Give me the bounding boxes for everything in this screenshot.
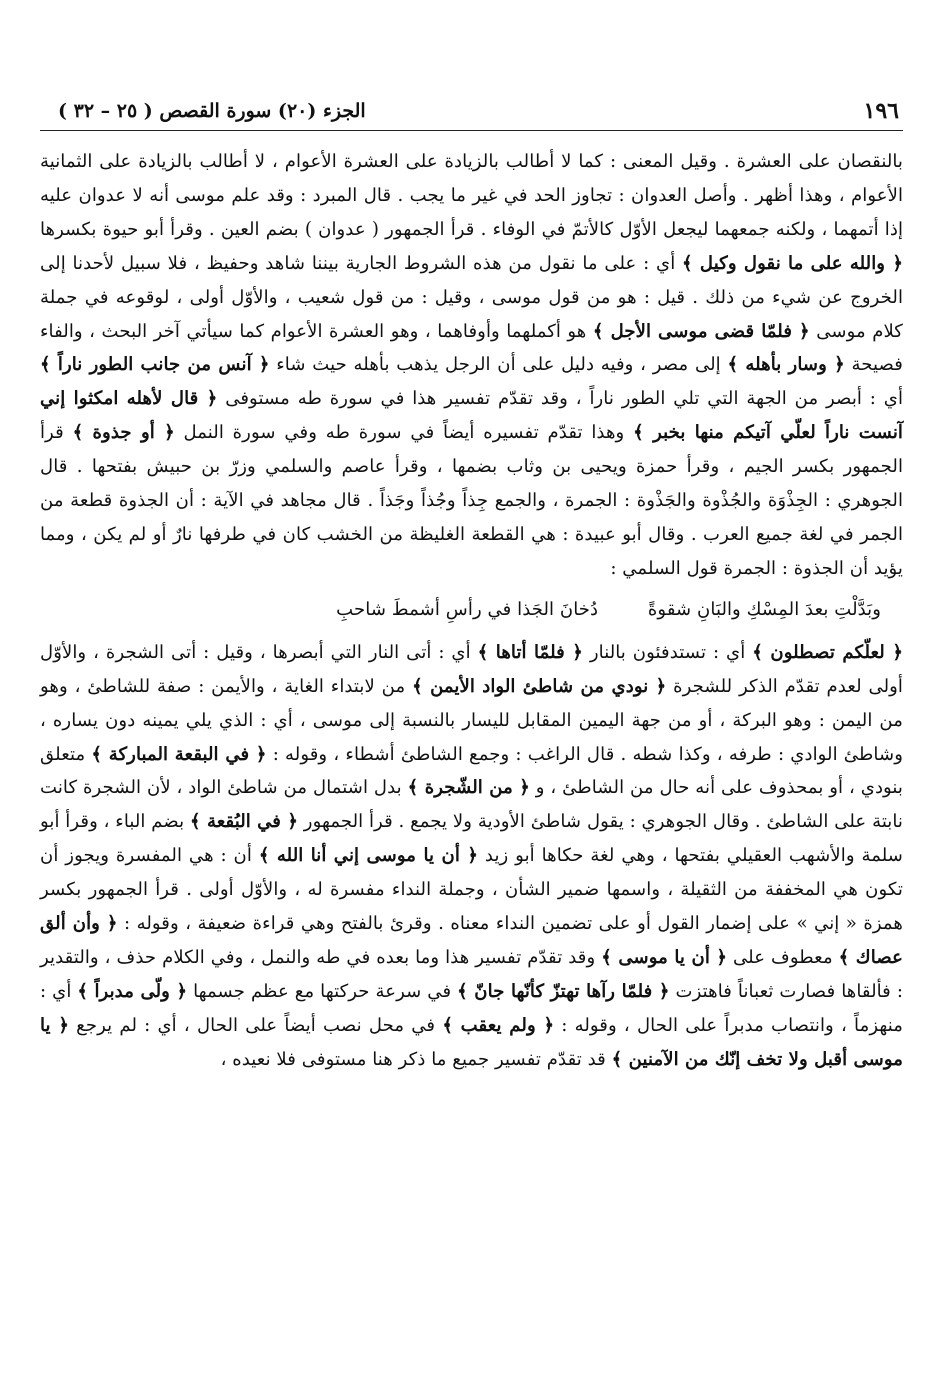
- page: [40, 96, 903, 1333]
- text: في محل نصب أيضاً على الحال ، أي : لم يرجع: [76, 1014, 436, 1036]
- text: وهذا تقدّم تفسيره أيضاً في سورة طه وفي سورة النمل: [183, 422, 625, 444]
- page-number: ١٩٦: [863, 98, 899, 124]
- text: في سرعة حركتها مع عظم جسمها: [193, 980, 452, 1002]
- text: قد تقدّم تفسير جميع ما ذكر هنا مستوفى فلا نعيده ،: [220, 1048, 606, 1070]
- text: متعلق بنودي ، أو بمحذوف على أنه حال من الشاطئ ، و: [40, 743, 903, 799]
- text: بضم الباء ، وقرأ أبو سلمة والأشهب العقيلي بفتحها ، وهي لغة حكاها أبو زيد: [40, 811, 904, 867]
- quran-quote: ﴿ أن يا موسى إني أنا الله ﴾: [258, 845, 479, 867]
- text: أي : منهزماً ، وانتصاب مدبراً على الحال ، وقوله :: [40, 980, 903, 1036]
- quran-quote: ﴿ وسار بأهله ﴾: [727, 354, 845, 376]
- quran-quote: ﴿ ولم يعقب ﴾: [442, 1014, 555, 1036]
- running-head: الجزء (٢٠) سورة القصص ( ٢٥ – ٣٢ ): [58, 100, 366, 122]
- paragraph-1: [40, 145, 903, 586]
- quran-quote: ﴿ فلمّا رآها تهتزّ كأنّها جانّ ﴾: [457, 980, 670, 1002]
- text: وقد تقدّم تفسير هذا وما بعده في طه والنمل ، وفي الكلام حذف ، والتقدير : فألقاها فصارت ثعباناً فاهتزت: [40, 946, 903, 1002]
- text: بالنقصان على العشرة . وقيل المعنى : كما لا أطالب بالزيادة على العشرة الأعوام ، لا أطالب بالزيادة على الثمانية الأعوام ، وهذا أظهر . وأصل العدوان : تجاوز الحد في غير ما يجب . قال المبرد : وقد علم موسى أنه لا عدوان عليه إذا أتمهما ، ولكنه جمعهما ليجعل الأوّل كالأتمّ في الوفاء . قرأ الجمهور ( عدوان ) بضم العين . وقرأ أبو حيوة بكسرها: [40, 151, 903, 240]
- quran-quote: ﴿ نودي من شاطئ الواد الأيمن ﴾: [412, 675, 667, 697]
- verse-first-hemistich: وبَدَّلْتِ بعدَ المِسْكِ والبَانِ شقوةً: [647, 598, 881, 620]
- text: قرأ الجمهور بكسر الجيم ، وقرأ حمزة ويحيى بن وثاب بضمها ، وقرأ عاصم والسلمي وزرّ بن حبيش بفتحها . قال الجوهري : الجِذْوَة والجُذْوة والجَذْوة : الجمرة ، والجمع جِذاً وجُذاً وجَذاً . قال مجاهد في الآية : أن الجذوة قطعة من الجمر في لغة جميع العرب . وقال أبو عبيدة : هي القطعة الغليظة من الخشب كان في طرفها نارٌ أو لم يكن ، ومما يؤيد أن الجذوة : الجمرة قول السلمي :: [40, 422, 903, 579]
- text: أي : تستدفئون بالنار: [589, 641, 746, 663]
- text: من لابتداء الغاية ، والأيمن : صفة للشاطئ ، وهو من اليمن : وهو البركة ، أو من جهة اليمين المقابل لليسار بالنسبة إلى موسى ، أي : الذي يلي يمينه دون يساره ، وشاطئ الوادي : طرفه ، وكذا شطه . قال الراغب : وجمع الشاطئ أشطاء ، وقوله :: [40, 675, 903, 765]
- text: أي : أتى النار التي أبصرها ، وقيل : أتى الشجرة ، والأوّل أولى لعدم تقدّم الذكر للشجرة: [40, 641, 903, 697]
- quran-quote: ﴿ أن يا موسى ﴾: [601, 946, 728, 968]
- quran-quote: ﴿ آنس من جانب الطور ناراً ﴾: [40, 354, 270, 376]
- text: بدل اشتمال من شاطئ الواد ، لأن الشجرة كانت نابتة على الشاطئ . وقال الجوهري : يقول شاطئ الأودية ولا يجمع . قرأ الجمهور: [40, 777, 903, 833]
- body-text: [40, 145, 903, 1077]
- paragraph-2: [40, 636, 903, 1077]
- quran-quote: ﴿ وأن ألق عصاك ﴾: [40, 913, 903, 968]
- poetry-verse: [40, 590, 903, 630]
- text: أن : هي المفسرة ويجوز أن تكون هي المخففة من الثقيلة ، واسمها ضمير الشأن ، وجملة النداء مفسرة له ، والأوّل أولى . قرأ الجمهور بكسر همزة « إني » على إضمار القول أو على تضمين النداء معناه . وقرئ بالفتح وهي قراءة ضعيفة ، وقوله :: [40, 845, 903, 935]
- quran-quote: ﴿ لعلّكم تصطلون ﴾: [752, 641, 903, 663]
- text: أي : أبصر من الجهة التي تلي الطور ناراً ، وقد تقدّم تفسير هذا في سورة طه مستوفى: [225, 388, 903, 410]
- verse-second-hemistich: دُخانَ الجَذا في رأسِ أشمطَ شاحبِ: [336, 598, 599, 620]
- quran-quote: ﴿ أو جذوة ﴾: [72, 422, 175, 444]
- quran-quote: ﴿ في البقعة المباركة ﴾: [91, 743, 267, 765]
- quran-quote: ﴿ قال لأهله امكثوا إني آنست ناراً لعلّي آتيكم منها بخبر ﴾: [40, 388, 903, 444]
- text: هو أكملهما وأوفاهما ، وهو العشرة الأعوام كما سيأتي آخر البحث ، والفاء فصيحة: [40, 320, 903, 376]
- quran-quote: ﴿ يا موسى أقبل ولا تخف إنّك من الآمنين ﴾: [40, 1014, 903, 1070]
- text: معطوف على: [733, 946, 833, 968]
- quran-quote: ﴿ ولّى مدبراً ﴾: [77, 980, 188, 1002]
- text: إلى مصر ، وفيه دليل على أن الرجل يذهب بأهله حيث شاء: [276, 354, 721, 376]
- quran-quote: ﴿ فلمّا قضى موسى الأجل ﴾: [592, 320, 810, 342]
- quran-quote: ﴿ والله على ما نقول وكيل ﴾: [681, 252, 903, 274]
- quran-quote: ﴿ فلمّا أتاها ﴾: [477, 641, 583, 663]
- text: أي : على ما نقول من هذه الشروط الجارية بيننا شاهد وحفيظ ، فلا سبيل لأحدنا إلى الخروج عن شيء من ذلك . قيل : هو من قول موسى ، وقيل : من قول شعيب ، والأوّل أولى ، لوقوعه في جملة كلام موسى: [40, 252, 903, 342]
- quran-quote: ﴿ من الشّجرة ﴾: [407, 777, 530, 799]
- page-header: [40, 96, 903, 131]
- quran-quote: ﴿ في البُقعة ﴾: [190, 811, 298, 833]
